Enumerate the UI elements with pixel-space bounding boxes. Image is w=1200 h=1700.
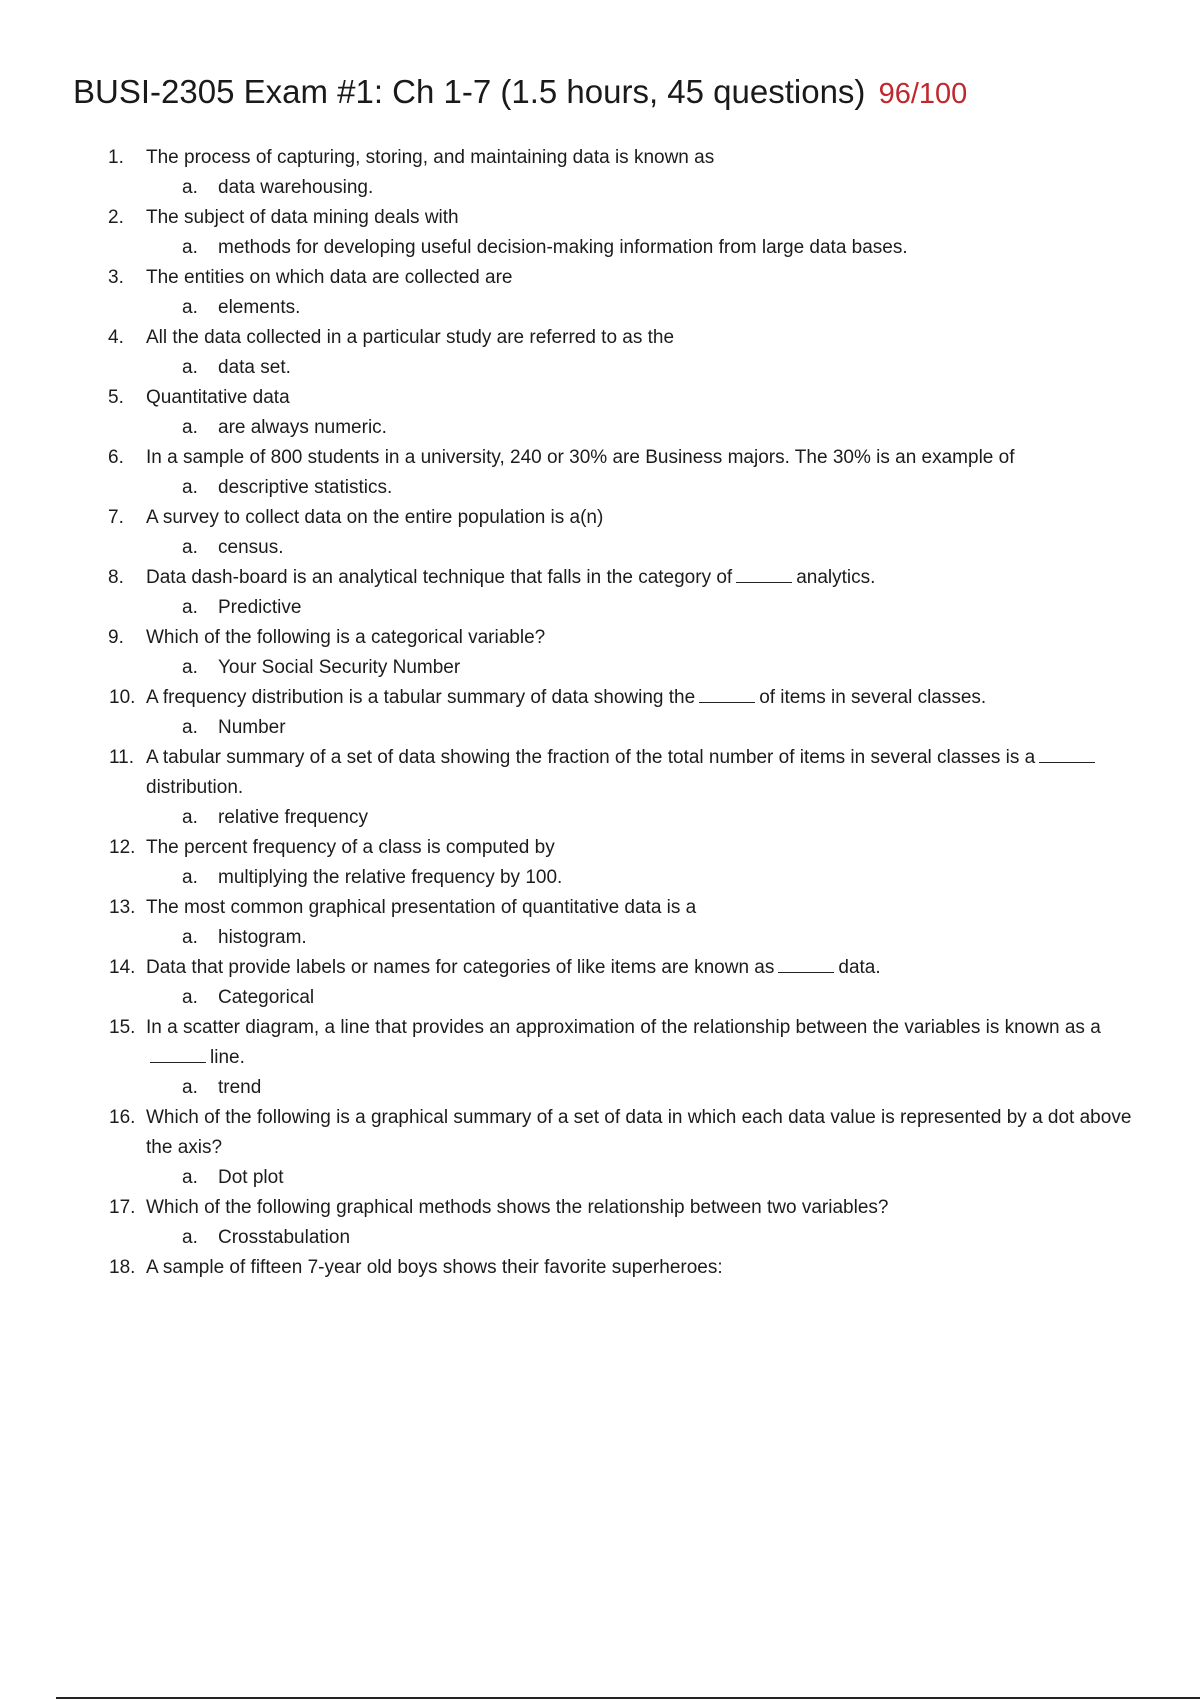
answer-text: Crosstabulation [218,1227,351,1248]
answer-text: relative frequency [218,807,368,828]
answer-item [0,803,1200,833]
question-item [0,263,1200,293]
question-text: A frequency distribution is a tabular summary of data showing the [146,687,696,708]
answer-letter: a. [182,417,198,438]
answer-item [0,713,1200,743]
question-item [0,833,1200,863]
question-number: 14. [109,957,136,978]
question-text: In a sample of 800 students in a university, 240 or 30% are Business majors. The 30% is an example of [146,447,1015,468]
answer-letter: a. [182,717,198,738]
question-item [0,323,1200,353]
answer-letter: a. [182,297,198,318]
answer-blank [150,1046,206,1063]
answer-text: Your Social Security Number [218,657,461,678]
question-item [0,623,1200,653]
answer-text: elements. [218,297,301,318]
answer-item [0,923,1200,953]
answer-text: Dot plot [218,1167,284,1188]
answer-letter: a. [182,537,198,558]
question-number: 4. [108,327,124,348]
page-divider [56,1697,1200,1699]
answer-item [0,173,1200,203]
answer-text: data warehousing. [218,177,374,198]
question-text: The process of capturing, storing, and maintaining data is known as [146,147,715,168]
answer-text: descriptive statistics. [218,477,393,498]
answer-item [0,233,1200,263]
answer-text: data set. [218,357,291,378]
question-text-after: line. [210,1047,245,1068]
question-item [0,503,1200,533]
question-number: 11. [109,747,135,768]
question-item [0,893,1200,923]
question-number: 3. [108,267,124,288]
answer-text: Categorical [218,987,315,1008]
answer-blank [699,686,755,703]
answer-letter: a. [182,1077,198,1098]
answer-letter: a. [182,177,198,198]
question-number: 17. [109,1197,136,1218]
question-number: 5. [108,387,124,408]
question-text-after: analytics. [796,567,876,588]
question-text: Which of the following is a categorical variable? [146,627,546,648]
answer-letter: a. [182,477,198,498]
answer-letter: a. [182,867,198,888]
question-text: Data dash-board is an analytical technique that falls in the category of [146,567,733,588]
question-number: 10. [109,687,136,708]
question-number: 7. [108,507,124,528]
answer-blank [736,566,792,583]
answer-blank [1039,746,1095,763]
question-number: 15. [109,1017,136,1038]
question-item [0,563,1200,593]
question-item [0,443,1200,473]
question-text: The entities on which data are collected are [146,267,513,288]
answer-item [0,353,1200,383]
question-number: 12. [109,837,136,858]
question-text: A tabular summary of a set of data showing the fraction of the total number of items in several classes is a [146,747,1036,768]
question-item [0,1253,1200,1283]
question-item [0,743,1200,803]
answer-item [0,1223,1200,1253]
question-text: All the data collected in a particular study are referred to as the [146,327,675,348]
question-text: In a scatter diagram, a line that provides an approximation of the relationship between the variables is known as a [146,1017,1101,1038]
question-number: 9. [108,627,124,648]
answer-letter: a. [182,657,198,678]
question-text: The subject of data mining deals with [146,207,459,228]
answer-letter: a. [182,357,198,378]
answer-text: histogram. [218,927,307,948]
question-number: 6. [108,447,124,468]
answer-letter: a. [182,237,198,258]
question-list [0,143,1200,1283]
answer-text: census. [218,537,284,558]
question-number: 13. [109,897,136,918]
exam-header [73,72,967,114]
question-item [0,143,1200,173]
answer-text: Predictive [218,597,302,618]
question-item [0,1193,1200,1223]
question-text: The percent frequency of a class is computed by [146,837,555,858]
answer-item [0,1163,1200,1193]
question-item [0,1013,1200,1073]
answer-text: are always numeric. [218,417,387,438]
answer-item [0,653,1200,683]
exam-title: BUSI-2305 Exam #1: Ch 1-7 (1.5 hours, 45 questions) [73,73,866,110]
question-item [0,953,1200,983]
answer-text: multiplying the relative frequency by 100. [218,867,563,888]
answer-item [0,863,1200,893]
answer-text: Number [218,717,286,738]
answer-item [0,1073,1200,1103]
answer-blank [778,956,834,973]
question-text-after: distribution. [146,777,244,798]
answer-item [0,293,1200,323]
answer-letter: a. [182,927,198,948]
question-text-after: of items in several classes. [759,687,987,708]
question-number: 2. [108,207,124,228]
answer-item [0,473,1200,503]
answer-item [0,593,1200,623]
question-text: A survey to collect data on the entire population is a(n) [146,507,604,528]
question-text: Which of the following is a graphical summary of a set of data in which each data value is represented by a dot above the axis? [146,1107,1132,1158]
question-text: Which of the following graphical methods shows the relationship between two variables? [146,1197,889,1218]
question-number: 1. [108,147,124,168]
question-item [0,383,1200,413]
answer-item [0,413,1200,443]
answer-letter: a. [182,1227,198,1248]
answer-text: methods for developing useful decision-making information from large data bases. [218,237,908,258]
question-number: 16. [109,1107,136,1128]
question-text: A sample of fifteen 7-year old boys shows their favorite superheroes: [146,1257,723,1278]
question-item [0,203,1200,233]
question-number: 8. [108,567,124,588]
question-text: Data that provide labels or names for categories of like items are known as [146,957,775,978]
answer-letter: a. [182,597,198,618]
answer-item [0,533,1200,563]
question-text: The most common graphical presentation of quantitative data is a [146,897,697,918]
answer-letter: a. [182,1167,198,1188]
answer-item [0,983,1200,1013]
question-number: 18. [109,1257,136,1278]
answer-letter: a. [182,987,198,1008]
answer-letter: a. [182,807,198,828]
question-item [0,683,1200,713]
question-item [0,1103,1200,1163]
question-text-after: data. [838,957,881,978]
answer-text: trend [218,1077,262,1098]
exam-score: 96/100 [878,78,968,110]
question-text: Quantitative data [146,387,290,408]
